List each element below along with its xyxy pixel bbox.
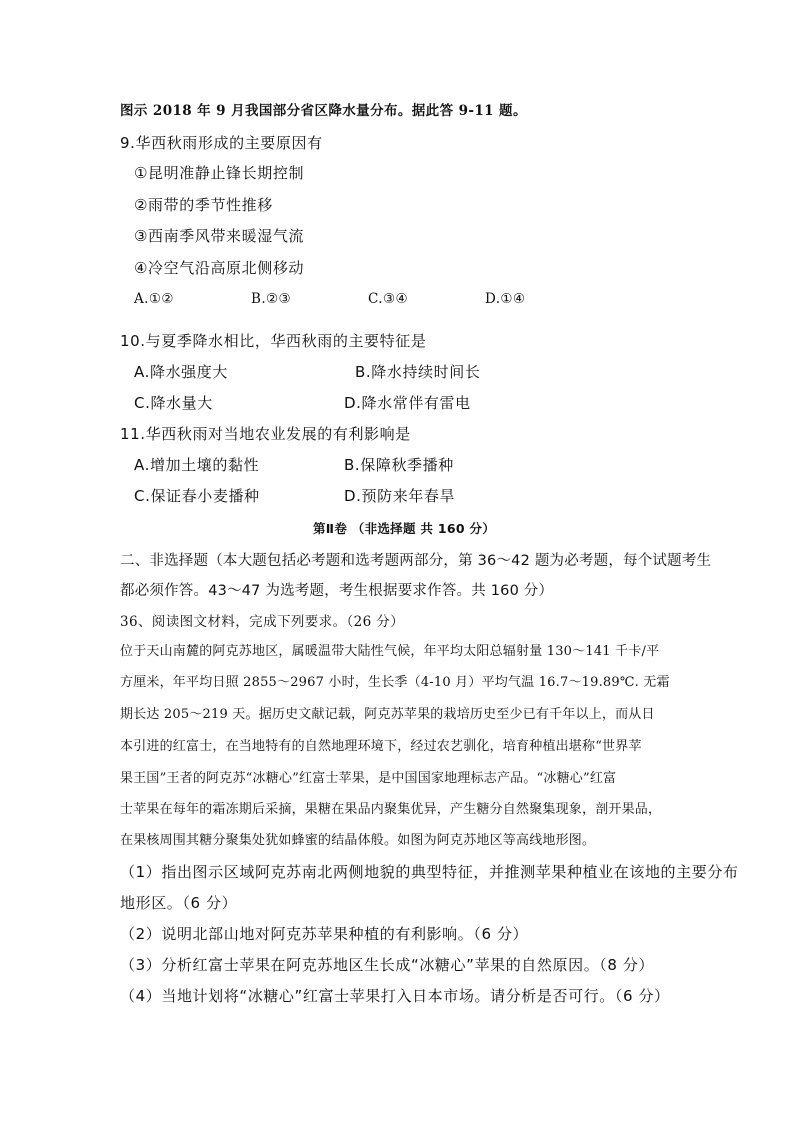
q10-option-d: D.降水常伴有雷电 xyxy=(344,394,471,412)
q11-option-d: D.预防来年春旱 xyxy=(344,487,456,505)
section-2-intro-line-2: 都必须作答。43～47 为选考题，考生根据要求作答。共 160 分） xyxy=(120,583,554,599)
q10-option-b: B.降水持续时间长 xyxy=(355,363,481,381)
q9-item-4: ④冷空气沿高原北侧移动 xyxy=(134,259,305,277)
q11-option-b: B.保障秋季播种 xyxy=(344,456,454,474)
q36-sub4: （4）当地计划将“冰糖心”红富士苹果打入日本市场。请分析是否可行。（6 分） xyxy=(120,987,670,1005)
q9-item-3: ③西南季风带来暖湿气流 xyxy=(134,227,305,245)
q10-option-c: C.降水量大 xyxy=(134,394,213,412)
q36-material-line-3: 期长达 205～219 天。据历史文献记载，阿克苏苹果的栽培历史至少已有千年以上，而从日 xyxy=(120,707,655,722)
q9-item-2: ②雨带的季节性推移 xyxy=(134,196,273,214)
q36-material-line-4: 本引进的红富士，在当地特有的自然地理环境下，经过农艺驯化，培育种植出堪称“世界苹 xyxy=(120,739,642,754)
q11-option-a: A.增加土壤的黏性 xyxy=(134,456,260,474)
q36-material-line-6: 士苹果在每年的霜冻期后采摘，果糖在果品内聚集优异，产生糖分自然聚集现象，剖开果品， xyxy=(120,802,662,817)
q36-sub1-line-2: 地形区。（6 分） xyxy=(120,894,238,912)
q11-stem: 11.华西秋雨对当地农业发展的有利影响是 xyxy=(120,425,411,443)
q36-stem: 36、阅读图文材料，完成下列要求。（26 分） xyxy=(120,614,405,630)
q9-option-d: D.①④ xyxy=(485,291,526,307)
q10-option-a: A.降水强度大 xyxy=(134,363,228,381)
q36-material-line-1: 位于天山南麓的阿克苏地区，属暖温带大陆性气候，年平均太阳总辐射量 130～141 千卡/平 xyxy=(120,644,660,659)
section-2-intro-line-1: 二、非选择题（本大题包括必考题和选考题两部分，第 36～42 题为必考题，每个试题考生 xyxy=(120,553,712,569)
q10-stem: 10.与夏季降水相比，华西秋雨的主要特征是 xyxy=(120,332,427,350)
q36-sub3: （3）分析红富士苹果在阿克苏地区生长成“冰糖心”苹果的自然原因。（8 分） xyxy=(120,956,655,974)
q36-material-line-7: 在果核周围其糖分聚集处犹如蜂蜜的结晶体般。如图为阿克苏地区等高线地形图。 xyxy=(120,833,596,848)
q9-option-c: C.③④ xyxy=(368,291,408,307)
q36-sub2: （2）说明北部山地对阿克苏苹果种植的有利影响。（6 分） xyxy=(120,925,529,943)
q9-option-b: B.②③ xyxy=(251,291,292,307)
q36-material-line-2: 方厘米，年平均日照 2855～2967 小时，生长季（4-10 月）平均气温 16.7～19.89℃. 无霜 xyxy=(120,675,670,690)
intro-text: 图示 2018 年 9 月我国部分省区降水量分布。据此答 9-11 题。 xyxy=(120,103,527,119)
q9-stem: 9.华西秋雨形成的主要原因有 xyxy=(120,134,323,152)
q11-option-c: C.保证春小麦播种 xyxy=(134,487,260,505)
q36-sub1-line-1: （1）指出图示区域阿克苏南北两侧地貌的典型特征，并推测苹果种植业在该地的主要分布 xyxy=(120,863,739,881)
q9-option-a: A.①② xyxy=(134,291,174,307)
q36-material-line-5: 果王国”王者的阿克苏“冰糖心”红富士苹果，是中国国家地理标志产品。“冰糖心”红富 xyxy=(120,771,617,786)
q9-item-1: ①昆明准静止锋长期控制 xyxy=(134,164,305,182)
section-2-title: 第Ⅱ卷 （非选择题 共 160 分） xyxy=(313,521,496,536)
